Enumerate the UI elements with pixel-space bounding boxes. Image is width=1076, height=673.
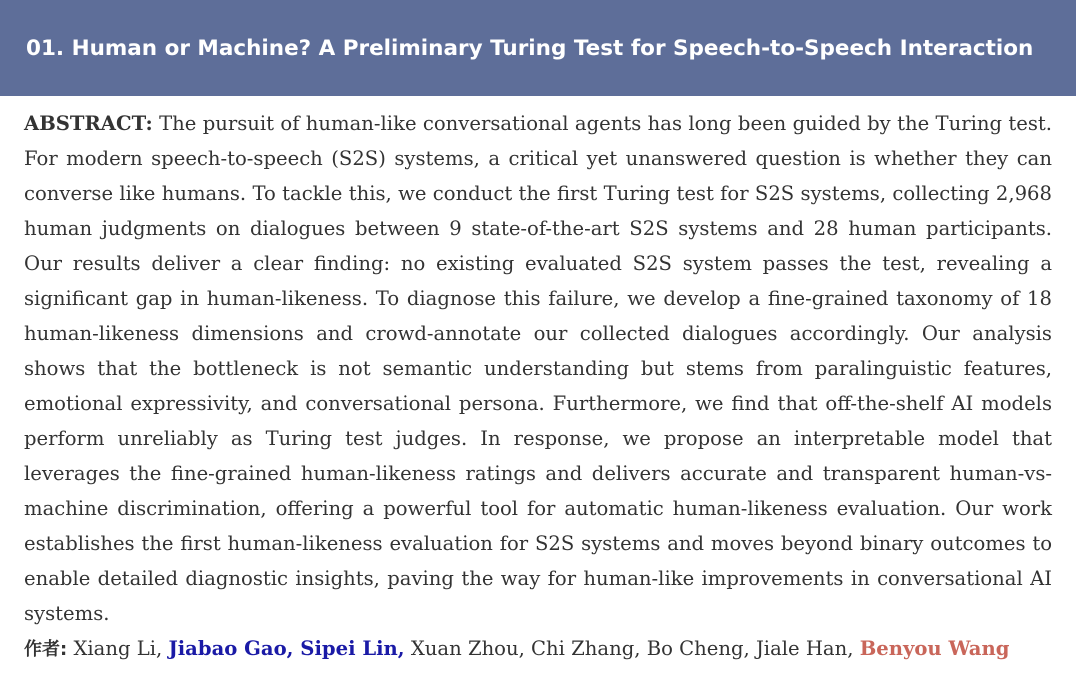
abstract-label: ABSTRACT: xyxy=(24,112,153,135)
title-banner xyxy=(0,0,1076,96)
abstract-paragraph xyxy=(24,106,1052,631)
authors-label: 作者: xyxy=(24,639,68,660)
authors-highlight-blue: Jiabao Gao, Sipei Lin, xyxy=(168,637,405,660)
paper-title: 01. Human or Machine? A Preliminary Turing Test for Speech-to-Speech Interaction xyxy=(26,35,1034,61)
authors-plain-middle: Xuan Zhou, Chi Zhang, Bo Cheng, Jiale Han, xyxy=(404,637,860,660)
authors-highlight-red: Benyou Wang xyxy=(859,637,1010,660)
abstract-text: The pursuit of human-like conversational agents has long been guided by the Turing test. For modern speech-to-speech (S2S) systems, a critical yet unanswered question is whether they can converse like humans. To tackle this, we conduct the first Turing test for S2S systems, collecting 2,968 human judgments on dialogues between 9 state-of-the-art S2S systems and 28 human participants. Our results deliver a clear finding: no existing evaluated S2S system passes the test, revealing a significant gap in human-likeness. To diagnose this failure, we develop a fine-grained taxonomy of 18 human-likeness dimensions and crowd-annotate our collected dialogues accordingly. Our analysis shows that the bottleneck is not semantic understanding but stems from paralinguistic features, emotional expressivity, and conversational persona. Furthermore, we find that off-the-shelf AI models perform unreliably as Turing test judges. In response, we propose an interpretable model that leverages the fine-grained human-likeness ratings and delivers accurate and transparent human-vs-machine discrimination, offering a powerful tool for automatic human-likeness evaluation. Our work establishes the first human-likeness evaluation for S2S systems and moves beyond binary outcomes to enable detailed diagnostic insights, paving the way for human-like improvements in conversational AI systems. xyxy=(24,112,1052,625)
authors-line xyxy=(24,634,1052,665)
authors-plain-first: Xiang Li, xyxy=(73,637,169,660)
paper-body xyxy=(0,96,1076,665)
